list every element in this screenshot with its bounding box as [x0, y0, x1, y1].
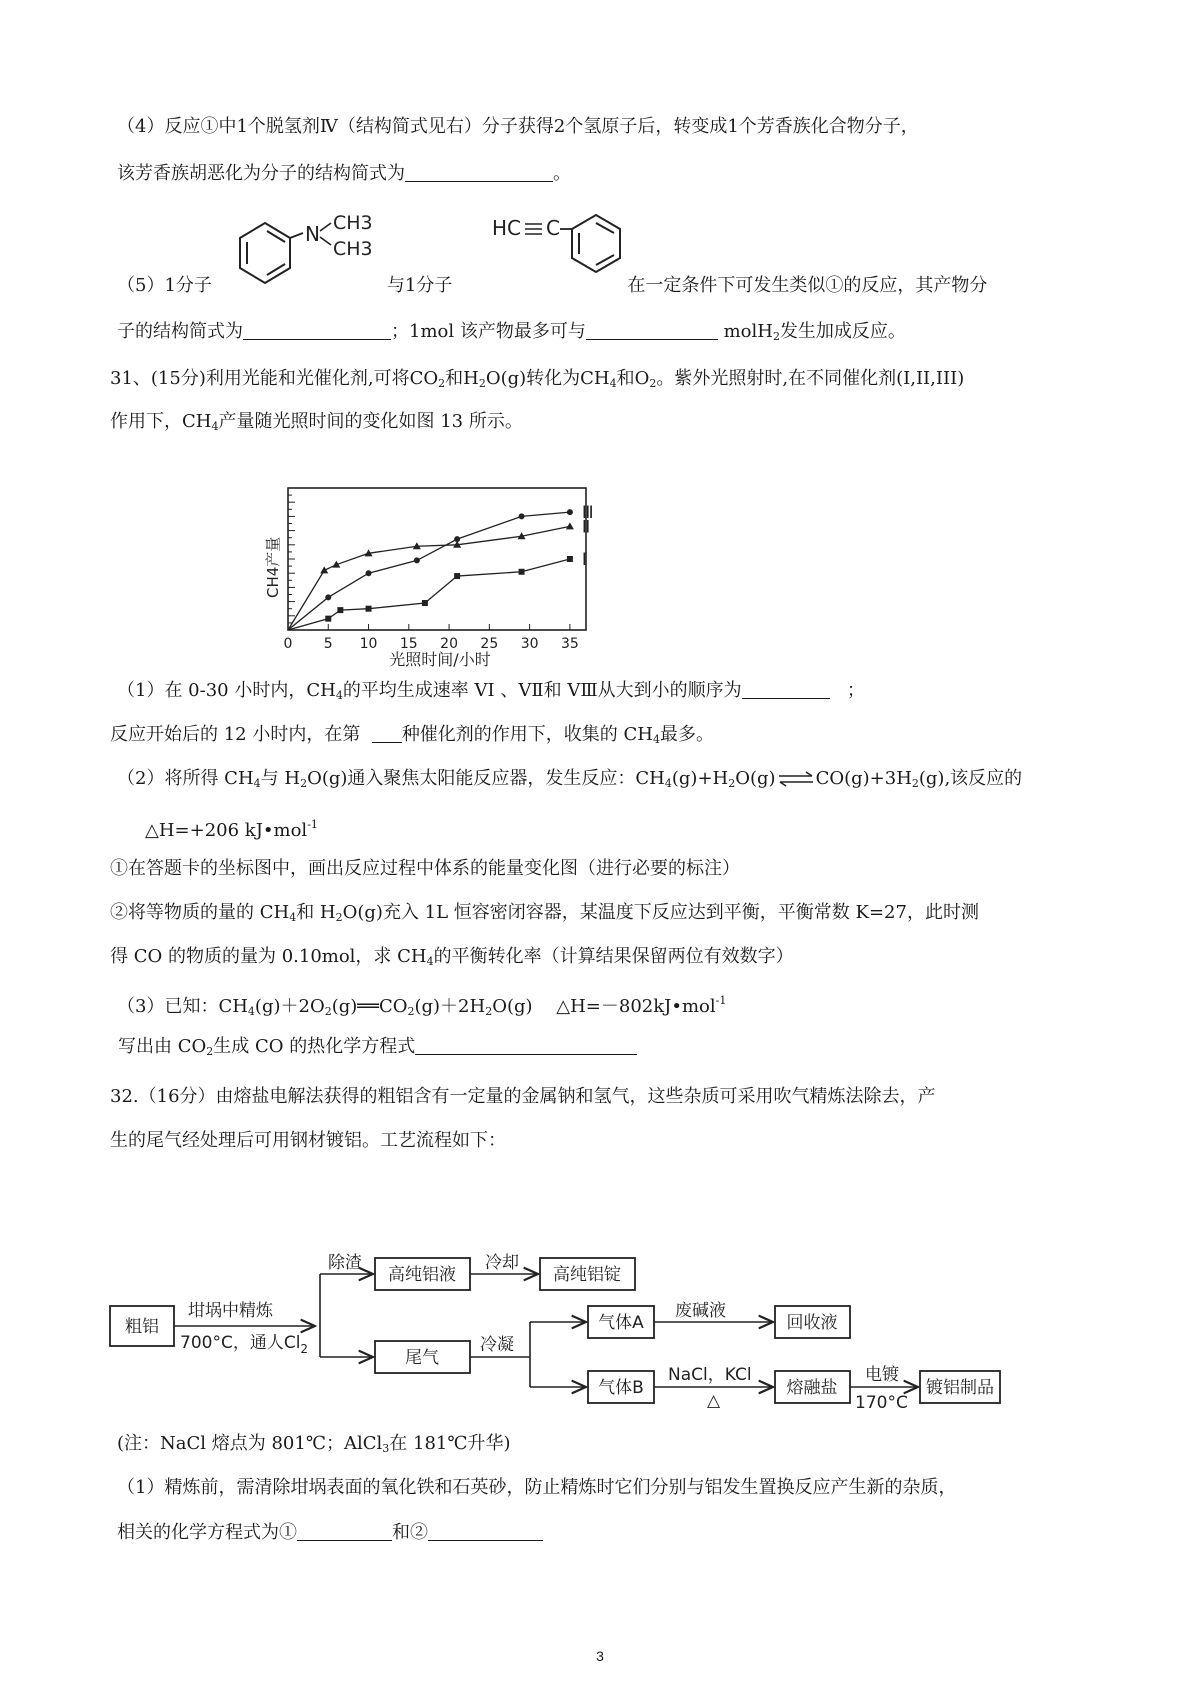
heat-label: △	[707, 1391, 721, 1411]
q31-2-ii-line2: 得 CO 的物质的量为 0.10mol，求 $CH_4$的平衡转化率（计算结果保留两位有效数字）	[110, 946, 794, 968]
series-name-label: Ⅱ	[581, 517, 591, 538]
data-point-circle	[519, 513, 525, 519]
hc-label: HC	[492, 216, 522, 240]
q31-line2: 作用下，$CH_4$产量随光照时间的变化如图 13 所示。	[110, 411, 523, 433]
answer-blank[interactable]	[415, 1034, 637, 1055]
q30-5-line1: （5）1分子 与1分子 在一定条件下可发生类似①的反应，其产物分	[117, 275, 988, 296]
condense-label: 冷凝	[480, 1335, 514, 1355]
data-point-square	[325, 616, 331, 622]
series-markers	[320, 509, 574, 622]
q32-header: 32.（16分）由熔盐电解法获得的粗铝含有一定量的金属钠和氢气，这些杂质可采用吹气精炼法除去，产	[110, 1086, 936, 1107]
series-line-triangle	[288, 526, 570, 630]
equilibrium-arrow-icon	[778, 771, 814, 787]
data-point-square	[337, 607, 343, 613]
answer-blank[interactable]	[742, 678, 830, 699]
nacl-kcl-label: NaCl，KCl	[668, 1365, 752, 1385]
data-point-circle	[414, 557, 420, 563]
process-flowchart	[110, 1253, 1120, 1413]
data-point-square	[422, 600, 428, 606]
q31-2-i: ①在答题卡的坐标图中，画出反应过程中体系的能量变化图（进行必要的标注）	[110, 858, 740, 879]
x-tick-label: 5	[323, 636, 333, 652]
answer-blank[interactable]	[372, 722, 402, 743]
series-name-label: Ⅰ	[581, 550, 587, 570]
x-tick-label: 30	[520, 636, 539, 652]
slag-label: 除渣	[328, 1253, 362, 1273]
q31-3-line1: （3）已知：$CH_4(g)+2O_2(g)══CO_2(g)+2H_2O(g)$ △H=－802kJ•mol$^{-1}$	[117, 994, 727, 1018]
x-tick-label: 0	[283, 636, 293, 652]
q32-1-line2: 相关的化学方程式为① 和②	[117, 1519, 543, 1547]
data-point-square	[366, 606, 372, 612]
q31-1-line2: 反应开始后的 12 小时内，在第 种催化剂的作用下，收集的 $CH_4$最多。	[110, 724, 715, 746]
gas-b-label: 气体B	[598, 1378, 644, 1398]
c-label: C	[546, 216, 560, 240]
molten-salt-label: 熔融盐	[786, 1378, 838, 1398]
temp-label: 170°C	[855, 1393, 908, 1413]
q31-3-line2: 写出由 $CO_2$生成 CO 的热化学方程式	[118, 1033, 637, 1066]
nitrogen-label: N	[305, 222, 320, 246]
methyl-top-label: CH3	[333, 212, 373, 234]
q30-4-line2: 该芳香族胡恶化为分子的结构简式为 。	[117, 163, 571, 184]
q31-2-line1: （2）将所得 $CH_4$与 $H_2O(g)$通入聚焦太阳能反应器，发生反应：$CH_4(g)+H_2O(g)$ $CO(g)+3H_2(g)$,该反应的	[117, 768, 1023, 790]
answer-blank[interactable]	[586, 319, 718, 340]
x-tick-label: 35	[560, 636, 579, 652]
series-line-circle	[288, 512, 570, 630]
answer-blank[interactable]	[428, 1520, 543, 1541]
series-name-label: Ⅲ	[581, 503, 594, 524]
data-point-square	[454, 573, 460, 579]
data-point-square	[567, 556, 573, 562]
q31-2-dh: △H=+206 kJ•mol$^{-1}$	[145, 818, 318, 841]
methyl-bottom-label: CH3	[333, 238, 373, 260]
data-point-triangle	[320, 566, 328, 573]
series-lines	[288, 512, 570, 630]
product-label: 镀铝制品	[926, 1378, 994, 1398]
page-number: 3	[596, 1648, 604, 1664]
pure-ingot-label: 高纯铝锭	[553, 1265, 621, 1285]
plot-frame	[288, 488, 586, 630]
q30-4-line1: （4）反应①中1个脱氢剂Ⅳ（结构简式见右）分子获得2个氢原子后，转变成1个芳香族化合物分子，	[117, 116, 919, 137]
y-axis-label: CH4产量	[264, 536, 282, 598]
answer-blank[interactable]	[243, 319, 391, 340]
answer-blank[interactable]	[297, 1520, 392, 1541]
data-point-triangle	[566, 522, 574, 529]
q31-header: 31、(15分)利用光能和光催化剂,可将$CO_2$和$H_2O(g)$转化为$CH_4$和$O_2$。紫外光照射时,在不同催化剂(I,II,III)	[110, 368, 965, 390]
series-labels	[582, 503, 594, 570]
x-tick-label: 15	[399, 636, 418, 652]
waste-alkali-label: 废碱液	[675, 1301, 726, 1321]
crude-al-label: 粗铝	[125, 1317, 159, 1337]
data-point-circle	[325, 594, 331, 600]
x-tick-label: 10	[359, 636, 378, 652]
x-axis-label: 光照时间/小时	[389, 650, 491, 669]
data-point-circle	[567, 509, 573, 515]
q30-5-line2: 子的结构简式为 ；1mol 该产物最多可与 molH$_2$发生加成反应。	[117, 321, 906, 343]
q31-2-ii-line1: ②将等物质的量的 $CH_4$和 $H_2O(g)$充入 1L 恒容密闭容器，某温度下反应达到平衡，平衡常数 K=27，此时测	[110, 902, 979, 924]
data-point-circle	[366, 570, 372, 576]
q32-note: (注：NaCl 熔点为 801℃；AlCl$_3$在 181℃升华)	[117, 1433, 511, 1455]
gas-a-label: 气体A	[598, 1313, 644, 1333]
tail-gas-label: 尾气	[405, 1348, 439, 1368]
cool-label: 冷却	[485, 1253, 519, 1273]
recovered-label: 回收液	[786, 1313, 838, 1333]
q31-1-line1: （1）在 0-30 小时内，$CH_4$的平均生成速率 VⅠ 、VⅡ和 VⅢ从大到小的顺序为 ；	[117, 680, 865, 702]
q32-line2: 生的尾气经处理后可用钢材镀铝。工艺流程如下：	[110, 1130, 506, 1151]
q32-1-line1: （1）精炼前，需清除坩埚表面的氧化铁和石英砂，防止精炼时它们分别与铝发生置换反应产生新的杂质，	[117, 1477, 957, 1498]
pure-liquid-label: 高纯铝液	[388, 1265, 456, 1285]
x-tick-label: 25	[480, 636, 499, 652]
answer-blank[interactable]	[405, 161, 553, 182]
data-point-square	[519, 569, 525, 575]
plating-label: 电镀	[865, 1365, 899, 1385]
refine-top-label: 坩埚中精炼	[188, 1301, 273, 1321]
x-tick-label: 20	[440, 636, 458, 652]
refine-bottom-label: 700°C，通人$Cl_2$	[180, 1333, 309, 1356]
